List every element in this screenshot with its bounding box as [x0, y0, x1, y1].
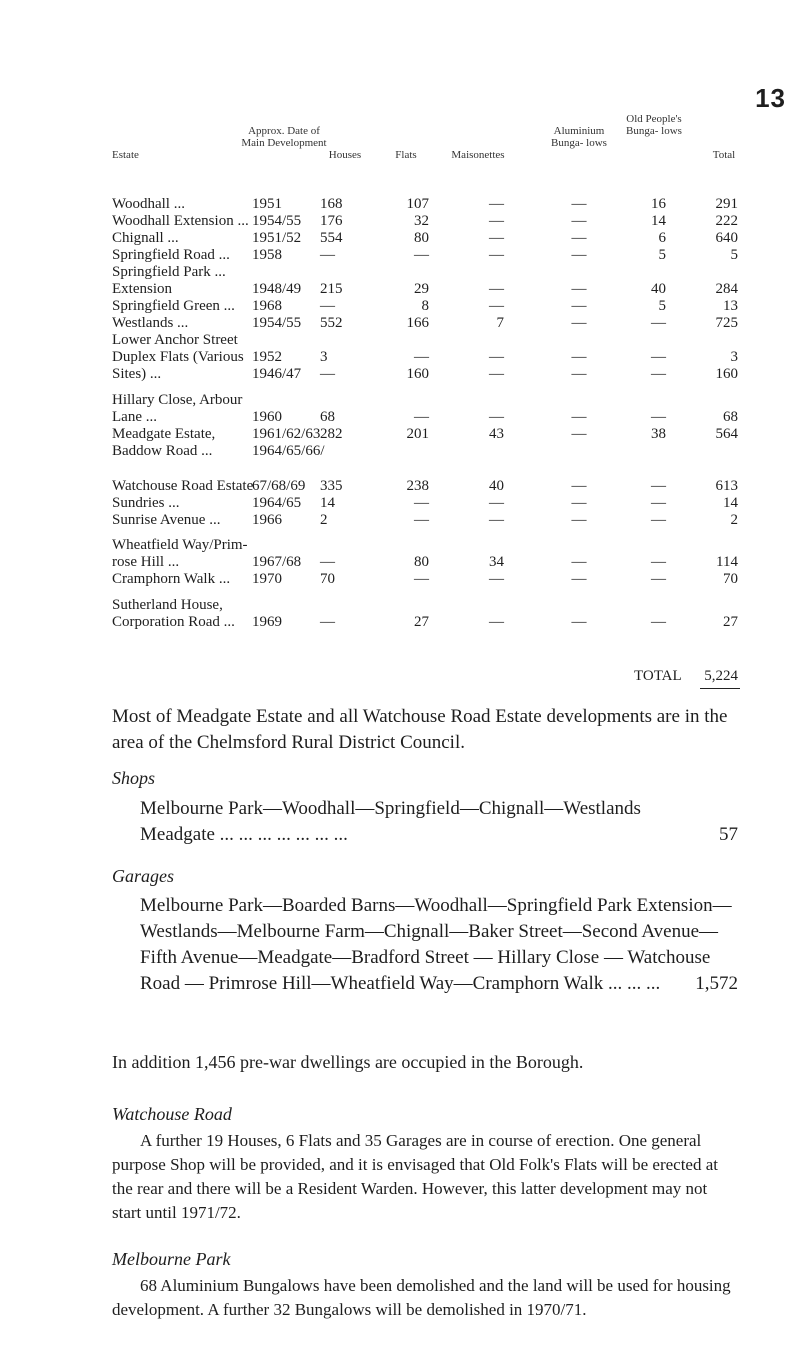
header-aluminium: Aluminium Bunga- lows [551, 125, 607, 149]
cell-total: 564 [715, 426, 738, 442]
cell-estate: Woodhall Extension ... [112, 213, 249, 229]
melbourne-heading: Melbourne Park [112, 1249, 231, 1269]
cell-date: 1951 [252, 196, 282, 212]
total-rule [700, 688, 740, 689]
cell-total: 640 [715, 230, 738, 246]
cell-old-people: 5 [658, 298, 666, 314]
cell-old-people: — [651, 571, 666, 587]
page-number: 13 [755, 83, 786, 113]
cell-aluminium: — [571, 247, 587, 263]
cell-old-people: 5 [658, 247, 666, 263]
cell-estate: Sunrise Avenue ... [112, 512, 221, 528]
cell-maisonettes: — [489, 213, 504, 229]
header-estate: Estate [112, 149, 139, 161]
watchouse-paragraph [112, 1129, 738, 1225]
cell-date: 1952 [252, 349, 282, 365]
header-old-people: Old People's Bunga- lows [626, 113, 682, 137]
cell-estate: Springfield Green ... [112, 298, 235, 314]
cell-flats: 32 [414, 213, 429, 229]
cell-total: 284 [715, 281, 738, 297]
cell-old-people: — [651, 512, 666, 528]
cell-flats: 166 [406, 315, 429, 331]
cell-houses: 70 [320, 571, 335, 587]
cell-date: 1961/62/63 [252, 426, 321, 442]
cell-old-people: 14 [651, 213, 666, 229]
addition-paragraph: In addition 1,456 pre-war dwellings are occupied in the Borough. [112, 1052, 584, 1072]
cell-estate: Extension [112, 281, 172, 297]
shops-heading: Shops [112, 768, 156, 788]
cell-estate: Springfield Park ... [112, 264, 226, 280]
shops-line-2-text: Meadgate ... ... ... ... ... ... ... [140, 824, 348, 845]
cell-total: 13 [723, 298, 738, 314]
cell-total: 114 [716, 554, 738, 570]
cell-maisonettes: — [489, 247, 504, 263]
header-maisonettes: Maisonettes [451, 149, 505, 161]
cell-maisonettes: 43 [489, 426, 504, 442]
cell-total: 5 [730, 247, 738, 263]
cell-flats: — [414, 349, 429, 365]
garages-block [140, 893, 738, 997]
cell-estate: Springfield Road ... [112, 247, 230, 263]
cell-houses: — [320, 298, 335, 314]
cell-estate: Corporation Road ... [112, 614, 235, 630]
cell-old-people: 6 [658, 230, 666, 246]
cell-old-people: — [651, 315, 666, 331]
cell-maisonettes: — [489, 571, 504, 587]
cell-estate: Watchouse Road Estate [112, 478, 254, 494]
cell-maisonettes: — [489, 281, 504, 297]
cell-aluminium: — [571, 281, 587, 297]
cell-maisonettes: 34 [489, 554, 504, 570]
cell-aluminium: — [571, 230, 587, 246]
cell-maisonettes: 7 [496, 315, 504, 331]
cell-total: 725 [715, 315, 738, 331]
cell-old-people: 38 [651, 426, 666, 442]
watchouse-heading: Watchouse Road [112, 1104, 232, 1124]
cell-flats: — [414, 512, 429, 528]
shops-block [140, 796, 738, 848]
cell-estate: rose Hill ... [112, 554, 180, 570]
cell-date: 1967/68 [252, 554, 302, 570]
cell-houses: 215 [320, 281, 343, 297]
cell-flats: — [414, 409, 429, 425]
cell-aluminium: — [571, 571, 587, 587]
cell-old-people: — [651, 349, 666, 365]
cell-maisonettes: — [489, 366, 504, 382]
shops-line-2 [140, 822, 738, 848]
cell-date: 1970 [252, 571, 282, 587]
cell-aluminium: — [571, 554, 587, 570]
cell-aluminium: — [571, 409, 587, 425]
cell-old-people: — [651, 366, 666, 382]
cell-aluminium: — [571, 366, 587, 382]
cell-houses: 3 [320, 349, 328, 365]
cell-estate: Woodhall ... [112, 196, 185, 212]
cell-total: 291 [715, 196, 738, 212]
header-houses: Houses [328, 149, 362, 161]
cell-date: 1958 [252, 247, 282, 263]
cell-houses: 335 [320, 478, 343, 494]
cell-date: 1964/65 [252, 495, 302, 511]
cell-aluminium: — [571, 349, 587, 365]
cell-estate: Baddow Road ... [112, 443, 213, 459]
cell-old-people: — [651, 478, 666, 494]
cell-maisonettes: — [489, 614, 504, 630]
garages-heading: Garages [112, 866, 174, 886]
cell-flats: 107 [406, 196, 429, 212]
cell-estate: Duplex Flats (Various [112, 349, 244, 365]
cell-date: 1964/65/66/ [252, 443, 325, 459]
cell-total: 27 [723, 614, 738, 630]
cell-aluminium: — [571, 213, 587, 229]
cell-date: 1954/55 [252, 315, 302, 331]
cell-flats: 80 [414, 230, 429, 246]
cell-maisonettes: — [489, 230, 504, 246]
header-date: Approx. Date of Main Development [241, 125, 327, 149]
cell-aluminium: — [571, 315, 587, 331]
cell-total: 2 [730, 512, 738, 528]
cell-total: 613 [715, 478, 738, 494]
cell-total: 3 [730, 349, 738, 365]
garages-count: 1,572 [695, 973, 738, 994]
cell-aluminium: — [571, 478, 587, 494]
cell-houses: — [320, 247, 335, 263]
cell-flats: — [414, 495, 429, 511]
cell-old-people: 40 [651, 281, 666, 297]
cell-maisonettes: — [489, 409, 504, 425]
cell-estate: Wheatfield Way/Prim- [112, 537, 248, 553]
cell-old-people: — [651, 614, 666, 630]
cell-maisonettes: — [489, 196, 504, 212]
cell-total: 68 [723, 409, 738, 425]
cell-aluminium: — [571, 196, 587, 212]
cell-flats: 160 [406, 366, 429, 382]
cell-flats: 80 [414, 554, 429, 570]
cell-date: 1954/55 [252, 213, 302, 229]
cell-old-people: — [651, 554, 666, 570]
cell-aluminium: — [571, 512, 587, 528]
cell-maisonettes: — [489, 349, 504, 365]
cell-estate: Westlands ... [112, 315, 189, 331]
cell-total: 14 [723, 495, 738, 511]
cell-houses: — [320, 366, 335, 382]
cell-date: 1951/52 [252, 230, 302, 246]
cell-estate: Cramphorn Walk ... [112, 571, 231, 587]
cell-estate: Hillary Close, Arbour [112, 392, 243, 408]
cell-flats: 8 [421, 298, 429, 314]
cell-houses: 14 [320, 495, 335, 511]
cell-houses: 282 [320, 426, 343, 442]
cell-houses: 554 [320, 230, 343, 246]
cell-houses: 176 [320, 213, 343, 229]
cell-date: 1960 [252, 409, 282, 425]
cell-flats: — [414, 571, 429, 587]
cell-total: 160 [715, 366, 738, 382]
watchouse-text: A further 19 Houses, 6 Flats and 35 Garages are in course of erection. One general purpose Shop will be provided, and it is envisaged that Old Folk's Flats will be erected at the rear and there will be a Resident Warden. However, this latter development may not start until 1971/72. [112, 1131, 718, 1222]
total-label: TOTAL [634, 668, 682, 684]
cell-flats: 238 [406, 478, 429, 494]
cell-aluminium: — [571, 426, 587, 442]
cell-old-people: — [651, 495, 666, 511]
header-flats: Flats [395, 149, 417, 161]
cell-date: 1968 [252, 298, 282, 314]
cell-aluminium: — [571, 495, 587, 511]
cell-houses: 2 [320, 512, 328, 528]
header-total: Total [712, 149, 736, 161]
melbourne-paragraph [112, 1274, 738, 1322]
intro-paragraph: Most of Meadgate Estate and all Watchouse Road Estate developments are in the area of the Chelmsford Rural District Council. [112, 706, 728, 753]
cell-houses: — [320, 554, 335, 570]
cell-estate: Lower Anchor Street [112, 332, 238, 348]
cell-date: 1946/47 [252, 366, 302, 382]
cell-date: 67/68/69 [252, 478, 306, 494]
cell-total: 222 [715, 213, 738, 229]
cell-estate: Lane ... [112, 409, 157, 425]
shops-count: 57 [719, 824, 738, 845]
cell-houses: 552 [320, 315, 343, 331]
cell-flats: 29 [414, 281, 429, 297]
cell-estate: Chignall ... [112, 230, 179, 246]
shops-line-1: Melbourne Park—Woodhall—Springfield—Chignall—Westlands [140, 798, 641, 819]
cell-houses: — [320, 614, 335, 630]
cell-estate: Sutherland House, [112, 597, 223, 613]
cell-flats: 201 [406, 426, 429, 442]
cell-flats: — [414, 247, 429, 263]
cell-total: 70 [723, 571, 738, 587]
garages-text: Melbourne Park—Boarded Barns—Woodhall—Springfield Park Extension—Westlands—Melbourne Farm—Chignall—Baker Street—Second Avenue—Fifth Avenue—Meadgate—Bradford Street — Hillary Close — Watchouse Road — Primrose Hill—Wheatfield Way—Cramphorn Walk ... ... ... [140, 895, 732, 994]
cell-aluminium: — [571, 298, 587, 314]
cell-estate: Sites) ... [112, 366, 162, 382]
cell-aluminium: — [571, 614, 587, 630]
cell-estate: Meadgate Estate, [112, 426, 216, 442]
cell-old-people: — [651, 409, 666, 425]
cell-estate: Sundries ... [112, 495, 180, 511]
cell-houses: 68 [320, 409, 335, 425]
cell-date: 1948/49 [252, 281, 302, 297]
cell-maisonettes: — [489, 512, 504, 528]
cell-maisonettes: — [489, 298, 504, 314]
cell-date: 1966 [252, 512, 282, 528]
total-value: 5,224 [704, 668, 738, 684]
melbourne-text: 68 Aluminium Bungalows have been demolished and the land will be used for housing development. A further 32 Bungalows will be demolished in 1970/71. [112, 1276, 731, 1319]
cell-maisonettes: — [489, 495, 504, 511]
cell-old-people: 16 [651, 196, 666, 212]
cell-houses: 168 [320, 196, 343, 212]
cell-maisonettes: 40 [489, 478, 504, 494]
cell-date: 1969 [252, 614, 282, 630]
cell-flats: 27 [414, 614, 429, 630]
